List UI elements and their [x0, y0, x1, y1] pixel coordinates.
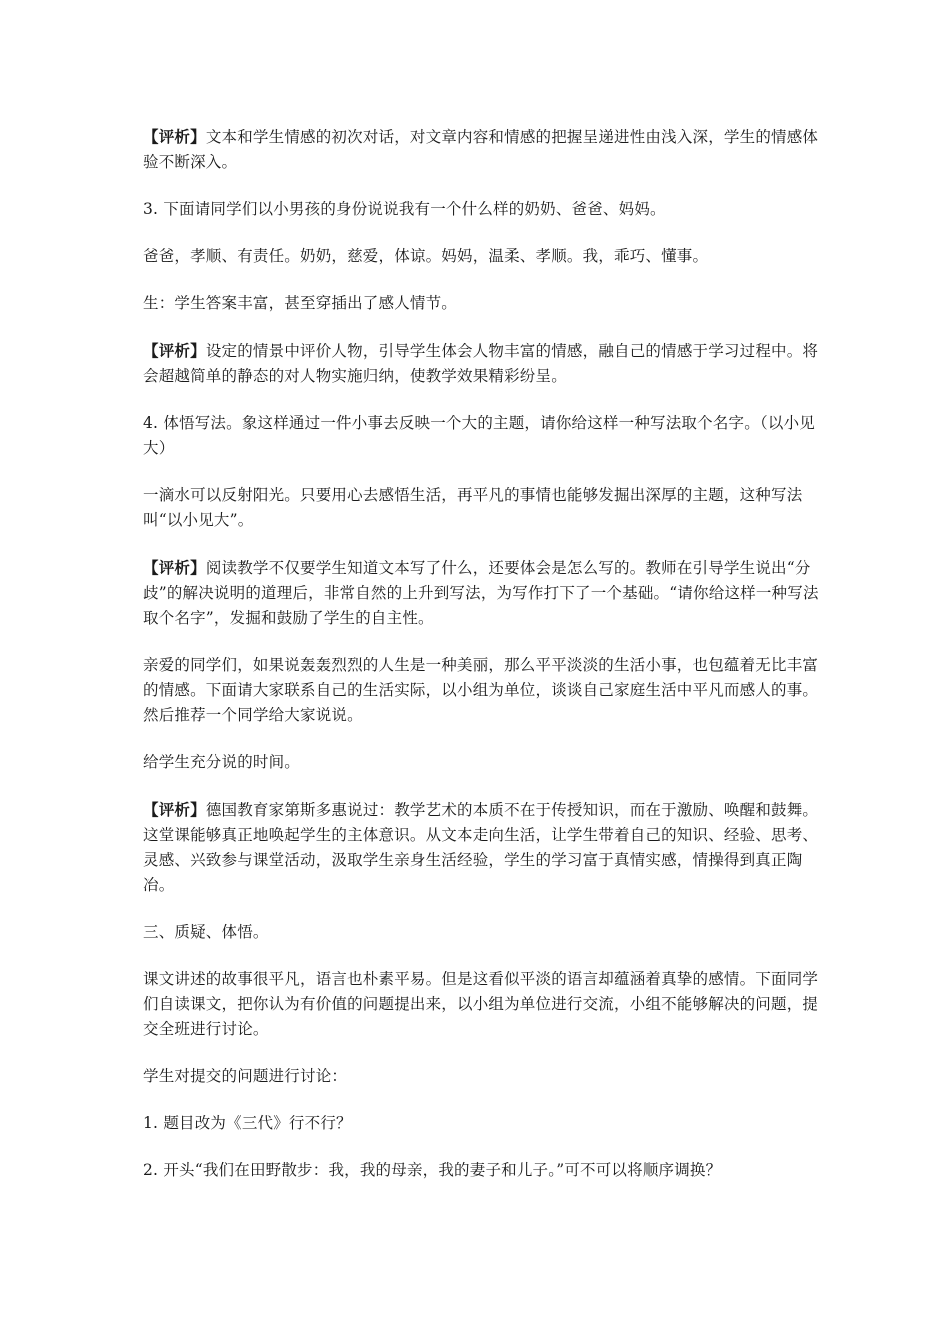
- paragraph-text: 1. 题目改为《三代》行不行？: [143, 1114, 352, 1132]
- paragraph-9: [143, 653, 823, 728]
- paragraph-text: 4. 体悟写法。象这样通过一件小事去反映一个大的主题，请你给这样一种写法取个名字。（以小见大）: [143, 414, 815, 457]
- paragraph-text: 三、质疑、体悟。: [143, 923, 269, 941]
- paragraph-5: [143, 338, 823, 389]
- paragraph-text: 课文讲述的故事很平凡，语言也朴素平易。但是这看似平淡的语言却蕴涵着真挚的感情。下面同学们自读课文，把你认为有价值的问题提出来，以小组为单位进行交流，小组不能够解决的问题，提交全班进行讨论。: [143, 970, 819, 1038]
- paragraph-text: 阅读教学不仅要学生知道文本写了什么，还要体会是怎么写的。教师在引导学生说出“分歧”的解决说明的道理后，非常自然的上升到写法，为写作打下了一个基础。“请你给这样一种写法取个名字”，发掘和鼓励了学生的自主性。: [143, 559, 819, 627]
- paragraph-text: 3. 下面请同学们以小男孩的身份说说我有一个什么样的奶奶、爸爸、妈妈。: [143, 200, 666, 218]
- paragraph-text: 生：学生答案丰富，甚至穿插出了感人情节。: [143, 294, 458, 312]
- paragraph-16: [143, 1158, 823, 1183]
- paragraph-11: [143, 797, 823, 898]
- paragraph-text: 给学生充分说的时间。: [143, 753, 301, 771]
- paragraph-6: [143, 411, 823, 461]
- paragraph-3: [143, 244, 823, 269]
- paragraph-4: [143, 291, 823, 316]
- comment-tag: 【评析】: [143, 341, 206, 360]
- paragraph-2: [143, 197, 823, 222]
- paragraph-14: [143, 1064, 823, 1089]
- paragraph-15: [143, 1111, 823, 1136]
- paragraph-text: 德国教育家第斯多惠说过：教学艺术的本质不在于传授知识，而在于激励、唤醒和鼓舞。这堂课能够真正地唤起学生的主体意识。从文本走向生活，让学生带着自己的知识、经验、思考、灵感、兴致参与课堂活动，汲取学生亲身生活经验，学生的学习富于真情实感，情操得到真正陶冶。: [143, 801, 819, 894]
- paragraph-text: 爸爸，孝顺、有责任。奶奶，慈爱，体谅。妈妈，温柔、孝顺。我，乖巧、懂事。: [143, 247, 709, 265]
- comment-tag: 【评析】: [143, 558, 206, 577]
- paragraph-7: [143, 483, 823, 533]
- paragraph-1: [143, 124, 823, 175]
- paragraph-13: [143, 967, 823, 1042]
- paragraph-text: 一滴水可以反射阳光。只要用心去感悟生活，再平凡的事情也能够发掘出深厚的主题，这种写法叫“以小见大”。: [143, 486, 803, 529]
- comment-tag: 【评析】: [143, 800, 206, 819]
- paragraph-text: 2. 开头“我们在田野散步：我，我的母亲，我的妻子和儿子。”可不可以将顺序调换？: [143, 1161, 722, 1179]
- paragraph-10: [143, 750, 823, 775]
- paragraph-12: [143, 920, 823, 945]
- paragraph-text: 设定的情景中评价人物，引导学生体会人物丰富的情感，融自己的情感于学习过程中。将会超越简单的静态的对人物实施归纳，使教学效果精彩纷呈。: [143, 342, 819, 385]
- paragraph-8: [143, 555, 823, 631]
- paragraph-text: 亲爱的同学们，如果说轰轰烈烈的人生是一种美丽，那么平平淡淡的生活小事，也包蕴着无比丰富的情感。下面请大家联系自己的生活实际，以小组为单位，谈谈自己家庭生活中平凡而感人的事。然后推荐一个同学给大家说说。: [143, 656, 819, 724]
- document-body: [143, 124, 823, 1205]
- paragraph-text: 学生对提交的问题进行讨论：: [143, 1067, 348, 1085]
- comment-tag: 【评析】: [143, 127, 206, 146]
- paragraph-text: 文本和学生情感的初次对话，对文章内容和情感的把握呈递进性由浅入深，学生的情感体验不断深入。: [143, 128, 819, 171]
